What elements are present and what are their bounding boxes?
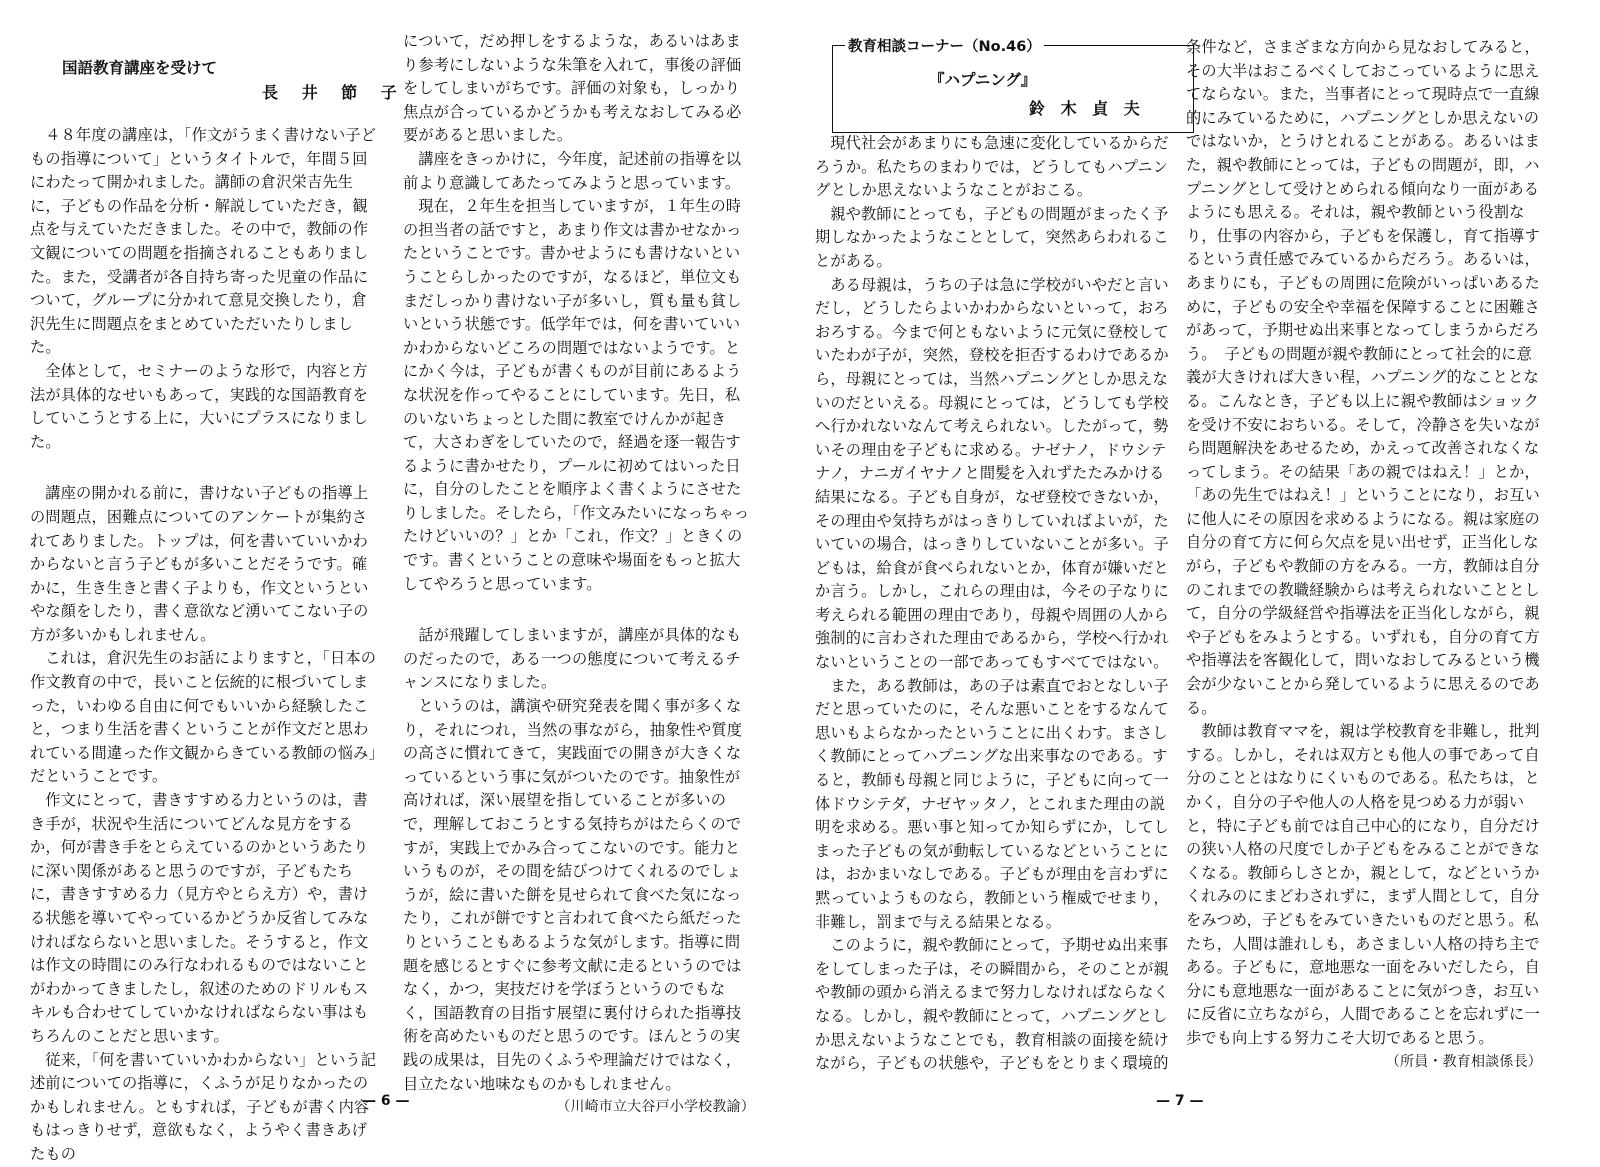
page-number: — 6 — [362,1093,410,1109]
paragraph: これは，倉沢先生のお話によりますと，「日本の作文教育の中で，長いこと伝統的に根づいてしまった，いわゆる自由に何でもいいから経験したこと，つまり生活を書くということが作文だと思われている間違った作文観からきている教師の悩み」だということです。 [30,649,377,786]
paragraph: 講座をきっかけに，今年度，記述前の指導を以前より意識してあたってみようと思っています。 [403,149,742,192]
article-author: 鈴 木 貞 夫 [1029,99,1145,118]
article-title: 国語教育講座を受けて [62,59,218,77]
author-affiliation: （川崎市立大谷戸小学校教諭） [556,1099,755,1116]
column-heading-title: 教育相談コーナー（No.46） [845,35,1044,56]
paragraph: 現代社会があまりにも急速に変化しているからだろうか。私たちのまわりでは，どうしてもハプニングとしか思えないようなことがおこる。 [815,134,1169,200]
paragraph: 全体として，セミナーのような形で，内容と方法が具体的なせいもあって，実践的な国語教育をしていこうとする上に，大いにプラスになりました。 [30,361,369,451]
author-signature: （所員・教育相談係長） [1385,1053,1542,1070]
page-left [0,0,800,1163]
article-title: 『ハプニング』 [929,71,1037,89]
paragraph: というのは，講演や研究発表を聞く事が多くなり，それにつれ，当然の事ながら，抽象性や質度の高さに慣れてきて，実践面での開きが大きくなっているという事に気がついたのです。抽象性が高ければ，深い展望を指していることが多いので，理解しておこうとする気持ちがはたらくのですが，実践上でかみ合ってこないのです。能力というものが，その間を結びつけてくれるのでしょうが，絵に書いた餅を見せられて食べた気になったり，これが餅ですと言われて食べたら紙だったりということもあるような気がします。指導に問題を感じるとすぐに参考文献に走るというのではなく，かつ，実技だけを学ぼうというのでもなく，国語教育の目指す展望に裏付けられた指導技術を高めたいものだと思うのです。ほんとうの実践の成果は，目先のくふうや理論だけではなく，目立たない地味なものかもしれません。 [403,697,743,1093]
paragraph: ４８年度の講座は，「作文がうまく書けない子どもの指導について」というタイトルで，年間５回にわたって開かれました。講師の倉沢栄吉先生に，子どもの作品を分析・解説していただき，観点を与えていただきました。その中で，教師の作文観についての問題を指摘されることもありました。また，受講者が各自持ち寄った児童の作品について，グループに分かれて意見交換したり，倉沢先生に問題点をまとめていただいたりしました。 [30,126,377,357]
page-number: — 7 — [1156,1093,1204,1109]
paragraph: 現在，２年生を担当していますが，１年生の時の担当者の話ですと，あまり作文は書かせなかったということです。書かせようにも書けないということらしかったのですが，なるほど，単位文もまだしっかり書けない子が多いし，質も量も貧しいという状態です。低学年では，何を書いていいかわからないどころの問題ではないようです。とにかく今は，子どもが書くものが目前にあるような状況を作ってやることにしています。先日，私のいないちょっとした間に教室でけんかが起きて，大さわぎをしていたので，経過を逐一報告するように書かせたり，プールに初めてはいった日に，自分のしたことを順序よく書くようにさせたりしました。そしたら，「作文みたいになっちゃったけどいいの？」とか「これ，作文？」ときくのです。書くということの意味や場面をもっと拡大してやろうと思っています。 [403,197,750,593]
paragraph: 作文にとって，書きすすめる力というのは，書き手が，状況や生活についてどんな見方をするか，何が書き手をとらえているのかというあたりに深い関係があると思うのですが，子どもたちに，書きすすめる力（見方やとらえ方）や，書ける状態を導いてやっているかどうか反省してみなければならないと思いました。そうすると，作文は作文の時間にのみ行なわれるものではないことがわかってきましたし，叙述のためのドリルもスキルも合わせてしていかなければならない事はもちろんのことだと思います。 [30,791,369,1045]
paragraph: このように，親や教師にとって，予期せぬ出来事をしてしまった子は，その瞬間から，そのことが親や教師の頭から消えるまで努力しなければならなくなる。しかし，親や教師にとって，ハプニングとしか思えないようなことでも，教育相談の面接を続けながら，子どもの状態や，子どもをとりまく環境的 [815,936,1169,1073]
paragraph: 親や教師にとっても，子どもの問題がまったく予期しなかったようなこととして，突然あらわれることがある。 [815,204,1169,270]
paragraph: また，ある教師は，あの子は素直でおとなしい子だと思っていたのに，そんな悪いことをするなんて思いもよらなかったということに出くわす。まさしく教師にとってハプニングな出来事なのである。すると，教師も母親と同じように，子どもに向って一体ドウシテダ，ナゼヤッタノ，とこれまた理由の説明を求める。悪い事と知ってか知らずにか，してしまった子どもの気が動転しているなどということには，おかまいなしである。子どもが理由を言わずに黙っていようものなら，教師という権威でせまり，非難し，罰まで与える結果となる。 [815,676,1169,931]
page-right [800,0,1600,1152]
paragraph: 教師は教育ママを，親は学校教育を非難し，批判する。しかし，それは双方とも他人の事であって自分のこととはなりにくいものである。私たちは，とかく，自分の子や他人の人格を見つめる力が弱いと，特に子ども前では自己中心的になり，自分だけの狭い人格の尺度でしか子どもをみることができなくなる。教師らしさとか，親として，などというかくれみのにまどわされずに，まず人間として，自分をみつめ，子どもをみていきたいものだと思う。私たち，人間は誰れしも，あさましい人格の持ち主である。子どもに，意地悪な一面をみいだしたら，自分にも意地悪な一面があることに気がつき，お互いに反省に立ちながら，人間であることを忘れずに一歩でも向上する努力こそ大切であると思う。 [1186,722,1540,1047]
article-author: 長 井 節 子 [262,83,406,102]
column-heading-box [832,39,1194,133]
left-column-1 [30,124,382,1167]
right-column-1 [815,132,1171,1076]
paragraph: 講座の開かれる前に，書けない子どもの指導上の問題点，困難点についてのアンケートが集約されてありました。トップは，何を書いていいかわからないと言う子どもが多いことだそうです。確かに，生き生きと書く子よりも，作文というといやな顔をしたり，書く意欲など湧いてこない子の方が多いかもしれません。 [30,484,369,644]
right-column-2 [1186,36,1542,1074]
paragraph: について，だめ押しをするような，あるいはあまり参考にしないような朱筆を入れて，事後の評価をしてしまいがちです。評価の対象も，しっかり焦点が合っているかどうかも考えなおしてみる必要があると思いました。 [403,32,742,145]
paragraph: ある母親は，うちの子は急に学校がいやだと言いだし，どうしたらよいかわからないといって，おろおろする。今まで何ともないように元気に登校していたわが子が，突然，登校を拒否するわけであるから，母親にとっては，当然ハプニングとしか思えないのだといえる。母親にとっては，どうしても学校へ行かれないなんて考えられない。したがって，勢いその理由を子どもに求める。ナゼナノ，ドウシテナノ，ナニガイヤナノと間髪を入れずたたみかける結果になる。子ども自身が，なぜ登校できないか，その理由や気持ちがはっきりしていればよいが，たいていの場合，はっきりしていないことが多い。子どもは，給食が食べられないとか，体育が嫌いだとか言う。しかし，これらの理由は，今その子なりに考えられる範囲の理由であり，母親や周囲の人から強制的に言わされた理由であるから，学校へ行かれないということの一部であってもすべてではない。 [815,275,1169,672]
paragraph: 条件など，さまざまな方向から見なおしてみると，その大半はおこるべくしておこっているように思えてならない。また，当事者にとって現時点で一直線的にみているために，ハプニングとしか思えないのではないか，とうけとれることがある。あるいはまた，親や教師にとっては，子どもの問題が，即，ハプニングとして受けとめられる傾向なり一面があるようにも思える。それは，親や教師という役割なり，仕事の内容から，子どもを保護し，育て指導するという責任感でみているからだろう。あるいは，あまりにも，子どもの周囲に危険がいっぱいあるために，子どもの安全や幸福を保障することに困難さがあって，予期せぬ出来事となってしまうからだろう。 子どもの問題が親や教師にとって社会的に意義が大きければ大きい程，ハプニング的なこととなる。こんなとき，子ども以上に親や教師はショックを受け不安におちいる。そして，冷静さを失いながら問題解決をあせるため，かえって改善されなくなってしまう。その結果「あの親ではねえ！」とか，「あの先生ではねえ！」ということになり，お互いに他人にその原因を求めるようになる。親は家庭の自分の育て方に何ら欠点を見い出せず，正当化しながら，子どもや教師の方をみる。一方，教師は自分のこれまでの教職経験からは考えられないこととして，自分の学級経営や指導法を正当化しながら，親や子どもをみようとする。いずれも，自分の育て方や指導法を客観化して，問いなおしてみるという機会が少ないことから発しているように思えるのである。 [1186,38,1540,717]
paragraph: 話が飛躍してしまいますが，講座が具体的なものだったので，ある一つの態度について考えるチャンスになりました。 [403,626,742,692]
left-column-2 [403,30,755,1120]
paragraph: 従来，「何を書いていいかわからない」という記述前についての指導に，くふうが足りなかったのかもしれません。ともすれば，子どもが書く内容もはっきりせず，意欲もなく，ようやく書きあげたもの [30,1050,377,1163]
